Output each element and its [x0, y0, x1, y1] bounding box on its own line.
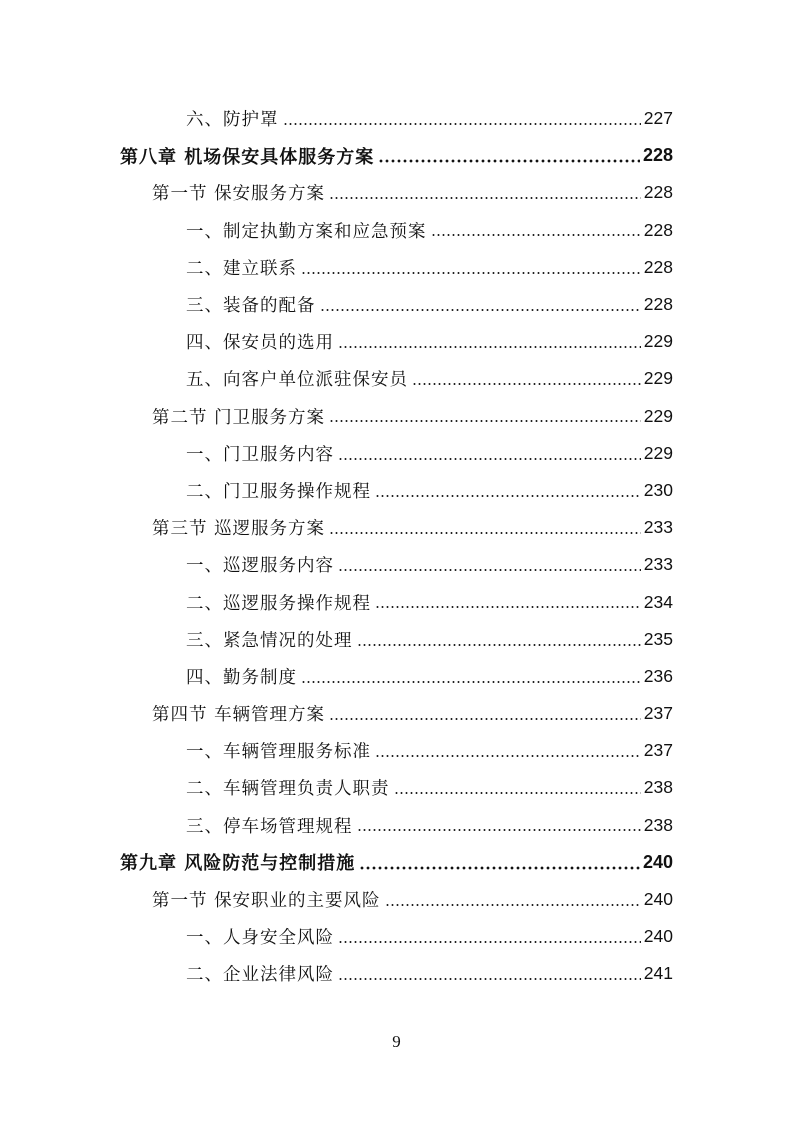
toc-entry-title: 一、制定执勤方案和应急预案 [186, 221, 427, 242]
toc-entry-section[interactable] [0, 881, 793, 918]
toc-entry-title: 二、门卫服务操作规程 [186, 481, 371, 502]
toc-dot-leader [378, 146, 640, 166]
toc-entry-page-number: 237 [643, 740, 673, 761]
toc-entry-page-number: 228 [643, 182, 673, 203]
toc-entry-page-number: 236 [643, 665, 673, 686]
toc-entry-page-number: 238 [643, 814, 673, 835]
toc-entry-page-number: 228 [643, 219, 673, 240]
toc-entry-page-number: 228 [642, 145, 673, 166]
toc-entry-item[interactable] [0, 546, 793, 583]
toc-dot-leader [301, 667, 641, 686]
toc-entry-item[interactable] [0, 212, 793, 249]
toc-entry-page-number: 240 [643, 926, 673, 947]
toc-entry-title: 一、人身安全风险 [186, 928, 334, 949]
toc-entry-page-number: 237 [643, 703, 673, 724]
toc-entry-page-number: 229 [643, 442, 673, 463]
toc-entry-title: 一、门卫服务内容 [186, 444, 334, 465]
toc-entry-title: 第一节 保安职业的主要风险 [152, 891, 381, 912]
toc-dot-leader [412, 369, 641, 388]
toc-entry-title: 三、停车场管理规程 [186, 816, 353, 837]
toc-entry-title: 三、紧急情况的处理 [186, 630, 353, 651]
toc-entry-title: 第八章 机场保安具体服务方案 [120, 146, 375, 168]
toc-dot-leader [431, 221, 641, 240]
toc-dot-leader [375, 481, 641, 500]
toc-entry-title: 第二节 门卫服务方案 [152, 407, 326, 428]
toc-dot-leader [338, 444, 641, 463]
toc-dot-leader [338, 332, 641, 351]
toc-dot-leader [320, 295, 641, 314]
toc-entry-page-number: 233 [643, 517, 673, 538]
toc-entry-page-number: 238 [643, 777, 673, 798]
toc-entry-title: 第一节 保安服务方案 [152, 184, 326, 205]
toc-dot-leader [357, 630, 641, 649]
toc-entry-page-number: 230 [643, 479, 673, 500]
toc-entry-page-number: 234 [643, 591, 673, 612]
toc-entry-title: 第九章 风险防范与控制措施 [120, 853, 356, 875]
toc-entry-page-number: 241 [643, 963, 673, 984]
toc-entry-section[interactable] [0, 174, 793, 211]
toc-entry-item[interactable] [0, 435, 793, 472]
toc-entry-item[interactable] [0, 732, 793, 769]
toc-entry-title: 四、勤务制度 [186, 667, 297, 688]
toc-entry-item[interactable] [0, 658, 793, 695]
toc-entry-page-number: 227 [643, 108, 673, 129]
toc-dot-leader [375, 592, 641, 611]
toc-entry-title: 第三节 巡逻服务方案 [152, 519, 326, 540]
toc-dot-leader [375, 741, 641, 760]
toc-dot-leader [338, 555, 641, 574]
toc-entry-title: 四、保安员的选用 [186, 333, 334, 354]
toc-dot-leader [283, 109, 641, 128]
toc-entry-page-number: 235 [643, 628, 673, 649]
toc-dot-leader [385, 890, 641, 909]
page-number: 9 [392, 1032, 401, 1051]
table-of-contents [0, 100, 793, 993]
toc-entry-section[interactable] [0, 509, 793, 546]
toc-entry-title: 五、向客户单位派驻保安员 [186, 370, 408, 391]
toc-entry-section[interactable] [0, 398, 793, 435]
toc-entry-item[interactable] [0, 100, 793, 137]
toc-entry-item[interactable] [0, 323, 793, 360]
toc-entry-item[interactable] [0, 360, 793, 397]
toc-entry-page-number: 233 [643, 554, 673, 575]
toc-entry-page-number: 228 [643, 294, 673, 315]
toc-entry-title: 二、企业法律风险 [186, 965, 334, 986]
toc-entry-page-number: 229 [643, 331, 673, 352]
toc-entry-item[interactable] [0, 807, 793, 844]
toc-entry-title: 二、车辆管理负责人职责 [186, 779, 390, 800]
toc-entry-title: 第四节 车辆管理方案 [152, 705, 326, 726]
toc-entry-title: 六、防护罩 [186, 110, 279, 131]
toc-entry-page-number: 229 [643, 368, 673, 389]
toc-dot-leader [359, 852, 640, 872]
toc-dot-leader [329, 518, 641, 537]
toc-entry-item[interactable] [0, 286, 793, 323]
toc-entry-page-number: 240 [643, 889, 673, 910]
toc-entry-title: 一、车辆管理服务标准 [186, 742, 371, 763]
toc-dot-leader [301, 258, 641, 277]
toc-dot-leader [338, 927, 641, 946]
toc-entry-item[interactable] [0, 621, 793, 658]
toc-entry-item[interactable] [0, 918, 793, 955]
toc-dot-leader [329, 183, 641, 202]
toc-dot-leader [329, 406, 641, 425]
toc-entry-page-number: 228 [643, 256, 673, 277]
toc-entry-chapter[interactable] [0, 844, 793, 881]
toc-entry-page-number: 229 [643, 405, 673, 426]
toc-entry-title: 二、巡逻服务操作规程 [186, 593, 371, 614]
toc-dot-leader [357, 816, 641, 835]
toc-entry-chapter[interactable] [0, 137, 793, 174]
toc-dot-leader [394, 778, 641, 797]
toc-entry-item[interactable] [0, 583, 793, 620]
toc-entry-page-number: 240 [642, 851, 673, 872]
toc-entry-item[interactable] [0, 249, 793, 286]
toc-dot-leader [338, 964, 641, 983]
toc-entry-title: 二、建立联系 [186, 258, 297, 279]
toc-entry-item[interactable] [0, 769, 793, 806]
toc-entry-section[interactable] [0, 695, 793, 732]
toc-entry-item[interactable] [0, 955, 793, 992]
toc-entry-item[interactable] [0, 472, 793, 509]
toc-dot-leader [329, 704, 641, 723]
toc-entry-title: 三、装备的配备 [186, 296, 316, 317]
toc-entry-title: 一、巡逻服务内容 [186, 556, 334, 577]
